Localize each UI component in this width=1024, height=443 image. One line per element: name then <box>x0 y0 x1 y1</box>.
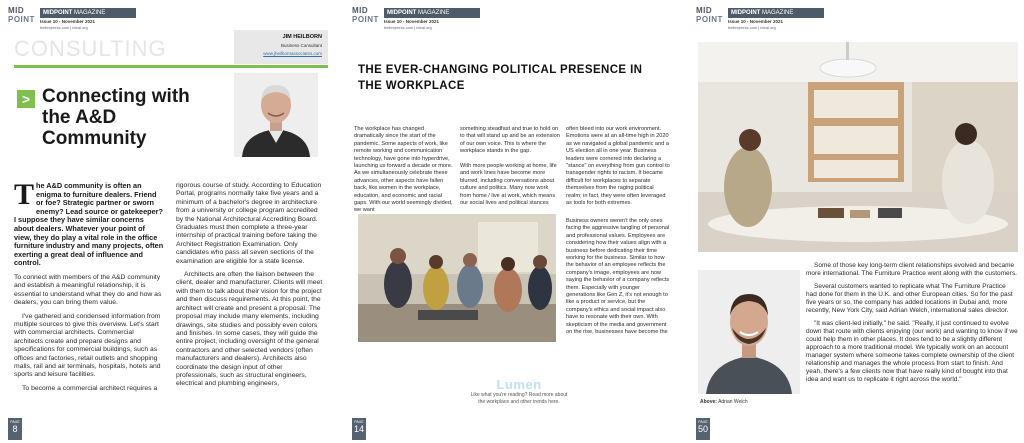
section-label: CONSULTING <box>14 36 167 61</box>
arrow-icon: > <box>17 90 35 108</box>
article-column-1 <box>14 178 164 398</box>
lumen-logo: Lumen <box>496 377 542 392</box>
masthead <box>352 6 672 30</box>
adrian-welch-photo <box>698 270 800 394</box>
midpoint-logo: MID POINT <box>696 6 723 24</box>
magazine-bar: MIDPOINT MAGAZINE <box>40 8 136 18</box>
page-50 <box>688 0 1024 443</box>
divider <box>14 65 328 68</box>
page-14 <box>344 0 678 443</box>
page-8 <box>0 0 334 443</box>
masthead-urls[interactable]: beltexpress.com | ideal.org <box>728 25 776 30</box>
magazine-bar: MIDPOINT MAGAZINE <box>728 8 824 18</box>
issue-label: Issue 10 - November 2021 <box>728 19 784 24</box>
lumen-promo[interactable] <box>454 377 584 405</box>
author-name: JIM HEILBORN <box>282 34 322 40</box>
midpoint-logo: MID POINT <box>352 6 379 24</box>
article-column-2 <box>176 182 326 394</box>
paragraph: Some of those key long-term client relationships evolved and became more international. The Furniture Practice went along with the customers. <box>806 262 1017 277</box>
lead-paragraph: he A&D community is often an enigma to furniture dealers. Friend or foe? Strategic partner or sworn enemy? Lead source or gatekeeper? I suppose they have similar concerns about dealers. Whatever your point of view, they do play a vital role in the office furniture industry and many projects, often exerting a great deal of influence and control. <box>14 181 164 268</box>
masthead-urls[interactable]: beltexpress.com | ideal.org <box>40 25 88 30</box>
article-column-1: The workplace has changed dramatically since the start of the pandemic. Some aspects of work, like remote working and communication technology, have gone into hyperdrive, launching us forward a decade or more. As we simultaneously celebrate these advances, other aspects have fallen back, like women in the workplace, education, and economic and racial gaps. With our world seemingly divided, we want <box>354 126 453 214</box>
issue-label: Issue 10 - November 2021 <box>40 19 96 24</box>
midpoint-logo: MID POINT <box>8 6 35 24</box>
paragraph: rigorous course of study. According to Education Portal, programs normally take five years and a minimum of a bachelor's degree in architecture from a university or college program accredited by the National Architectural Accrediting Board. Graduates must then complete a three-year internship of practical training before taking the Architect Registration Examination. Only candidates who pass all seven sections of the examination are eligible for a state license. <box>176 182 322 265</box>
page-number-badge: PAGE 8 <box>8 418 22 440</box>
author-box <box>234 30 328 64</box>
paragraph: Several customers wanted to replicate what The Furniture Practice had done for them in the U.K. and other European cities. So for the past five years or so, the company has added locations in Dubai and, more recently, New York City, said Adrian Welch, international sales director. <box>806 283 1013 314</box>
paragraph: To connect with members of the A&D community and establish a meaningful relationship, it is essential to understand what they do and how as dealers, you can bring them value. <box>14 273 162 307</box>
promo-text-line1: Like what you're reading? Read more about <box>470 392 568 398</box>
author-website-link[interactable]: www.jheilbornassociates.com <box>263 51 322 56</box>
article-column-2: something steadfast and true to hold on to that will stand up and be an extension of our own voice. This is where the workplace stands in the gap. With more people working at home, life and work lines have become more blurred, including conversations about culture and politics. Many now work from home / live at work, which means our social lives and political stances <box>460 126 560 207</box>
promo-text-line2: the workplace and other trends here. <box>478 398 560 405</box>
masthead <box>696 6 1016 30</box>
author-title: Business Consultant <box>280 43 322 48</box>
article-column <box>806 262 1018 389</box>
article-column-3-continued: Business owners weren't the only ones facing the aggressive tangling of personal and professional values. Employees are considering how their values align with a business before dedicating their time working for the business. Similar to how the behavior of an employee reflects the company's image, employees are now saying the behavior of a company reflects them. Especially with younger generations like Gen Z, it's not enough to like a product or service, but the company's ethics and social impact also have to resonate with their own. With skepticism of the media and government on the rise, businesses have become the <box>566 218 670 336</box>
paragraph: To become a commercial architect requires a <box>22 384 158 392</box>
magazine-bar: MIDPOINT MAGAZINE <box>384 8 480 18</box>
photo-caption: Above: Adrian Welch <box>700 399 748 405</box>
article-headline: Connecting with the A&D Community <box>42 86 190 149</box>
article-title: THE EVER-CHANGING POLITICAL PRESENCE IN THE WORKPLACE <box>358 64 643 92</box>
author-photo <box>234 73 318 157</box>
issue-label: Issue 10 - November 2021 <box>384 19 440 24</box>
masthead <box>8 6 328 30</box>
drop-cap: T <box>14 178 35 211</box>
page-number-badge: PAGE 14 <box>352 418 366 440</box>
showroom-meeting-photo <box>698 42 1018 252</box>
paragraph: I've gathered and condensed information from multiple sources to give this overview. Let's start with commercial architects. Commercial architects create and prepare designs and specifications for commercial buildings, such as offices and factories, retail outlets and shopping malls, rail and air terminals, hospitals, hotels and sports and leisure facilities. <box>14 312 161 379</box>
masthead-urls[interactable]: beltexpress.com | ideal.org <box>384 25 432 30</box>
article-column-3: often bleed into our work environment. Emotions were at an all-time high in 2020 as we navigated a global pandemic and a US election all in one year. Business leaders were cornered into declaring a "stance" on everything from gun control to transgender rights to racism. It became difficult for workplaces to separate themselves from the raging political realm; in fact, they were often leveraged as tools for both extremes. <box>566 126 670 207</box>
paragraph: "It was client-led initially," he said. "Really, it just continued to evolve down that route with clients enjoying (our work) and wanting to know if we could help them in other places. It does tend to be a slightly different approach to a more traditional model. We typically work on an account manager system where someone takes complete ownership of the client relationship and manages the whole process from start to finish. And yeah, there's a few clients now that have really kind of bought into that idea and want us to replicate it right across the world." <box>806 320 1018 383</box>
paragraph: Architects are often the liaison between the client, dealer and manufacturer. Clients will meet with them to talk about their vision for the project and then discuss requirements. At this point, the architect will create and present a proposal. The proposal may include many elements, including drawings, site studies and possibly even colors and finishes. In some cases, they will guide the entire project, including oversight of the general contractors and other selected vendors (often manufacturers and dealers). Architects also coordinate the design input of other professionals, such as structural engineers, electrical and plumbing engineers, <box>176 271 323 388</box>
page-number-badge: PAGE 50 <box>696 418 710 440</box>
workplace-meeting-photo <box>358 214 556 342</box>
